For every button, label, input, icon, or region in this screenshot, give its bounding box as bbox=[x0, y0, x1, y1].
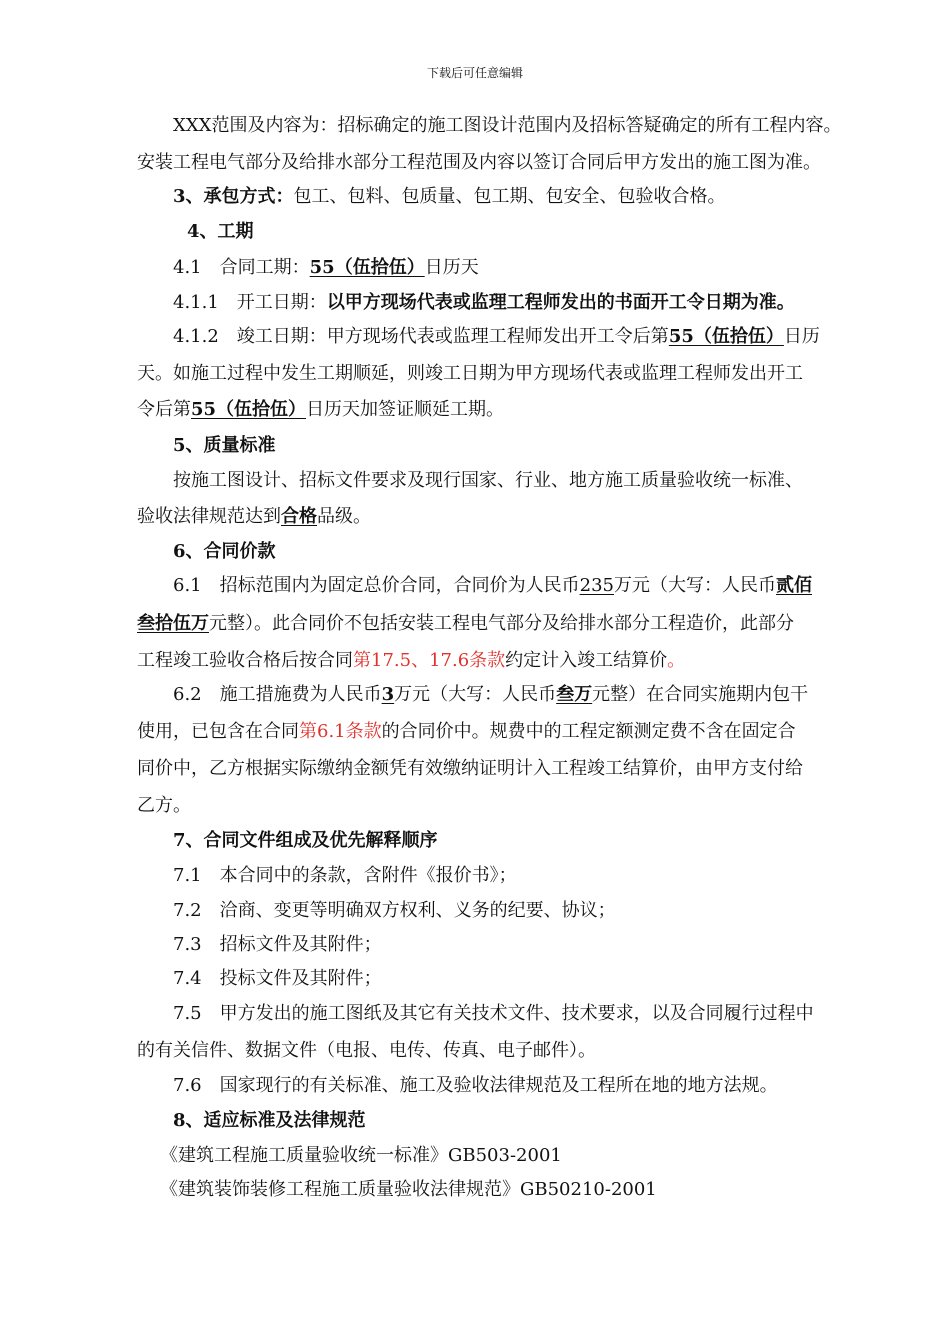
section-4-heading: 4、工期 bbox=[187, 221, 254, 242]
clause-7-3: 7.3 招标文件及其附件； bbox=[173, 934, 382, 955]
para-scope-line2: 安装工程电气部分及给排水部分工程范围及内容以签订合同后甲方发出的施工图为准。 bbox=[137, 152, 821, 173]
measure-fee-amount: 3 bbox=[381, 684, 395, 705]
clause-6-1-line1 bbox=[173, 574, 812, 598]
clause-4-1 bbox=[173, 256, 479, 280]
clause-6-2-text3: 元整）在合同实施期内包干 bbox=[592, 684, 809, 705]
clause-6-2-text2: 万元（大写：人民币 bbox=[394, 684, 557, 705]
section-8-heading: 8、适应标准及法律规范 bbox=[173, 1110, 366, 1131]
page-header: 下载后可任意编辑 bbox=[426, 66, 523, 80]
clause-4-1-unit: 日历天 bbox=[424, 257, 479, 278]
clause-6-1-line3 bbox=[137, 649, 685, 673]
clause-4-1-2-prefix: 令后第 bbox=[137, 399, 191, 420]
clause-6-2-line4: 乙方。 bbox=[137, 795, 191, 816]
section-7-heading: 7、合同文件组成及优先解释顺序 bbox=[173, 830, 438, 851]
contract-price-words-2: 叁拾伍万 bbox=[137, 613, 209, 634]
clause-6-1-end: 。 bbox=[667, 650, 686, 671]
clause-7-6: 7.6 国家现行的有关标准、施工及验收法律规范及工程所在地的地方法规。 bbox=[173, 1075, 778, 1096]
clause-4-1-2-text: 4.1.2 竣工日期：甲方现场代表或监理工程师发出开工令后第 bbox=[173, 326, 669, 347]
clause-6-1-text4: 工程竣工验收合格后按合同 bbox=[137, 650, 353, 671]
clause-4-1-2-duration: 55（伍拾伍） bbox=[668, 326, 784, 347]
clause-4-1-duration: 55（伍拾伍） bbox=[309, 257, 425, 278]
clause-7-5-line1: 7.5 甲方发出的施工图纸及其它有关技术文件、技术要求，以及合同履行过程中 bbox=[173, 1003, 814, 1024]
clause-6-1-text: 6.1 招标范围内为固定总价合同，合同价为人民币 bbox=[173, 575, 580, 596]
clause-4-1-label: 4.1 合同工期： bbox=[173, 257, 310, 278]
clause-6-2-text5: 的合同价中。规费中的工程定额测定费不含在固定合 bbox=[381, 721, 796, 742]
section-5-line2 bbox=[137, 505, 371, 529]
clause-6-2-text4: 使用，已包含在合同 bbox=[137, 721, 299, 742]
clause-6-1-line2 bbox=[137, 612, 794, 636]
section-5-line1: 按施工图设计、招标文件要求及现行国家、行业、地方施工质量验收统一标准、 bbox=[173, 470, 803, 491]
clause-ref-17: 第17.5、17.6条款 bbox=[353, 650, 506, 671]
section-3-body: 包工、包料、包质量、包工期、包安全、包验收合格。 bbox=[293, 186, 726, 207]
clause-7-4: 7.4 投标文件及其附件； bbox=[173, 968, 382, 989]
clause-4-1-2-suffix: 日历天加签证顺延工期。 bbox=[306, 399, 505, 420]
contract-price-words-1: 贰佰 bbox=[775, 575, 812, 596]
clause-4-1-1 bbox=[173, 291, 795, 315]
measure-fee-words: 叁万 bbox=[556, 684, 593, 705]
clause-6-2-line3: 同价中，乙方根据实际缴纳金额凭有效缴纳证明计入工程竣工结算价，由甲方支付给 bbox=[137, 758, 803, 779]
standard-gb503: 《建筑工程施工质量验收统一标准》GB503-2001 bbox=[160, 1145, 562, 1166]
clause-6-1-text3: 元整）。此合同价不包括安装工程电气部分及给排水部分工程造价，此部分 bbox=[209, 613, 794, 634]
standard-gb50210: 《建筑装饰装修工程施工质量验收法律规范》GB50210-2001 bbox=[160, 1179, 657, 1200]
clause-ref-6-1: 第6.1条款 bbox=[299, 721, 382, 742]
contract-price-amount: 235 bbox=[579, 575, 614, 596]
clause-4-1-2-line1 bbox=[173, 325, 820, 349]
clause-6-2-line2 bbox=[137, 720, 796, 744]
section-5-text: 验收法律规范达到 bbox=[137, 506, 281, 527]
section-5-suffix: 品级。 bbox=[317, 506, 371, 527]
clause-4-1-2-duration2: 55（伍拾伍） bbox=[191, 399, 307, 420]
clause-4-1-1-text: 以甲方现场代表或监理工程师发出的书面开工令日期为准。 bbox=[326, 292, 795, 313]
clause-4-1-2-unit: 日历 bbox=[783, 326, 820, 347]
clause-7-1: 7.1 本合同中的条款，含附件《报价书》； bbox=[173, 865, 517, 886]
clause-4-1-1-label: 4.1.1 开工日期： bbox=[173, 292, 327, 313]
section-6-heading: 6、合同价款 bbox=[173, 541, 276, 562]
section-3-heading: 3、承包方式： bbox=[173, 186, 294, 207]
clause-4-1-2-line3 bbox=[137, 398, 504, 422]
section-5-heading: 5、质量标准 bbox=[173, 435, 276, 456]
clause-6-1-text2: 万元（大写：人民币 bbox=[613, 575, 776, 596]
clause-6-1-text5: 约定计入竣工结算价 bbox=[505, 650, 668, 671]
quality-grade: 合格 bbox=[281, 506, 317, 527]
clause-6-2-line1 bbox=[173, 683, 808, 707]
para-scope-line1: XXX范围及内容为：招标确定的施工图设计范围内及招标答疑确定的所有工程内容。 bbox=[173, 115, 842, 136]
clause-6-2-text: 6.2 施工措施费为人民币 bbox=[173, 684, 382, 705]
section-3-line bbox=[173, 185, 726, 209]
clause-4-1-2-line2: 天。如施工过程中发生工期顺延，则竣工日期为甲方现场代表或监理工程师发出开工 bbox=[137, 363, 803, 384]
clause-7-5-line2: 的有关信件、数据文件（电报、电传、传真、电子邮件）。 bbox=[137, 1040, 596, 1061]
clause-7-2: 7.2 洽商、变更等明确双方权利、义务的纪要、协议； bbox=[173, 900, 616, 921]
